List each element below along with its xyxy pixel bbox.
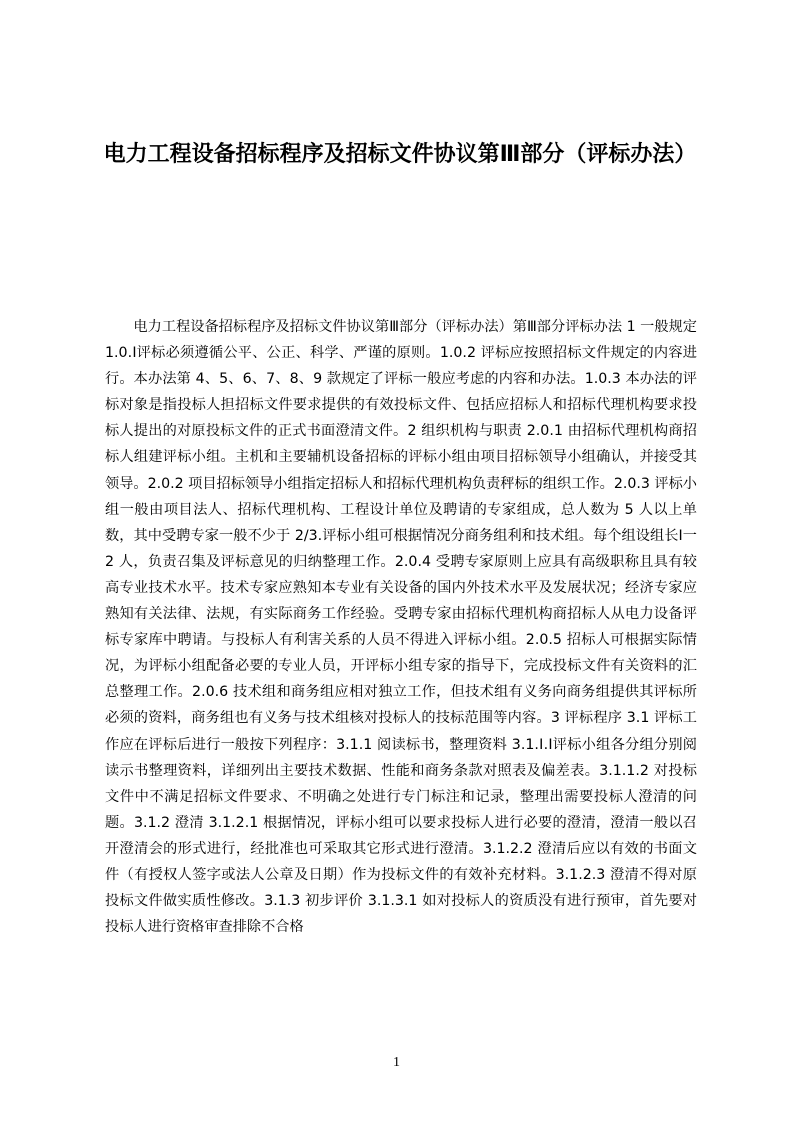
page-title: 电力工程设备招标程序及招标文件协议第Ⅲ部分（评标办法）	[103, 142, 697, 167]
body-paragraph: 电力工程设备招标程序及招标文件协议第Ⅲ部分（评标办法）第Ⅲ部分评标办法 1 一般规定 1.0.Ⅰ评标必须遵循公平、公正、科学、严谨的原则。1.0.2 评标应按照招标文件规定的内容进行。本办法第 4、5、6、7、8、9 款规定了评标一般应考虑的内容和办法。1.0.3 本办法的评标对象是指投标人担招标文件要求提供的有效投标文件、包括应招标人和招标代理机构要求投标人提出的对原投标文件的正式书面澄清文件。2 组织机构与职责 2.0.1 由招标代理机构商招标人组建评标小组。主机和主要辅机设备招标的评标小组由项目招标领导小组确认，并接受其领导。2.0.2 项目招标领导小组指定招标人和招标代理机构负责秤标的组织工作。2.0.3 评标小组一般由项目法人、招标代理机构、工程设计单位及聘请的专家组成，总人数为 5 人以上单数，其中受聘专家一般不少于 2/3.评标小组可根据情况分商务组利和技术组。每个组设组长Ⅰ一 2 人，负责召集及评标意见的归纳整理工作。2.0.4 受聘专家原则上应具有高级职称且具有较高专业技术水平。技术专家应熟知本专业有关设备的国内外技术水平及发展状况；经济专家应熟知有关法律、法规，有实际商务工作经验。受聘专家由招标代理机构商招标人从电力设备评标专家库中聘请。与投标人有利害关系的人员不得进入评标小组。2.0.5 招标人可根据实际情况，为评标小组配备必要的专业人员，开评标小组专家的指导下，完成投标文件有关资料的汇总整理工作。2.0.6 技术组和商务组应相对独立工作，但技术组有义务向商务组提供其评标所必须的资料，商务组也有义务与技术组核对投标人的技标范围等内容。3 评标程序 3.1 评标工作应在评标后进行一般按下列程序：3.1.1 阅读标书，整理资料 3.1.Ⅰ.Ⅰ评标小组各分组分别阅读示书整理资料，详细列出主要技术数据、性能和商务条款对照表及偏差表。3.1.1.2 对投标文件中不满足招标文件要求、不明确之处进行专门标注和记录，整理出需要投标人澄清的问题。3.1.2 澄清 3.1.2.1 根据情况，评标小组可以要求投标人进行必要的澄清，澄清一般以召开澄清会的形式进行，经批准也可采取其它形式进行澄清。3.1.2.2 澄清后应以有效的书面文件（有授权人签字或法人公章及日期）作为投标文件的有效补充材料。3.1.2.3 澄清不得对原投标文件做实质性修改。3.1.3 初步评价 3.1.3.1 如对投标人的资质没有进行预审，首先要对投标人进行资格审查排除不合格	[105, 319, 697, 936]
page-number: 1	[393, 1055, 400, 1070]
